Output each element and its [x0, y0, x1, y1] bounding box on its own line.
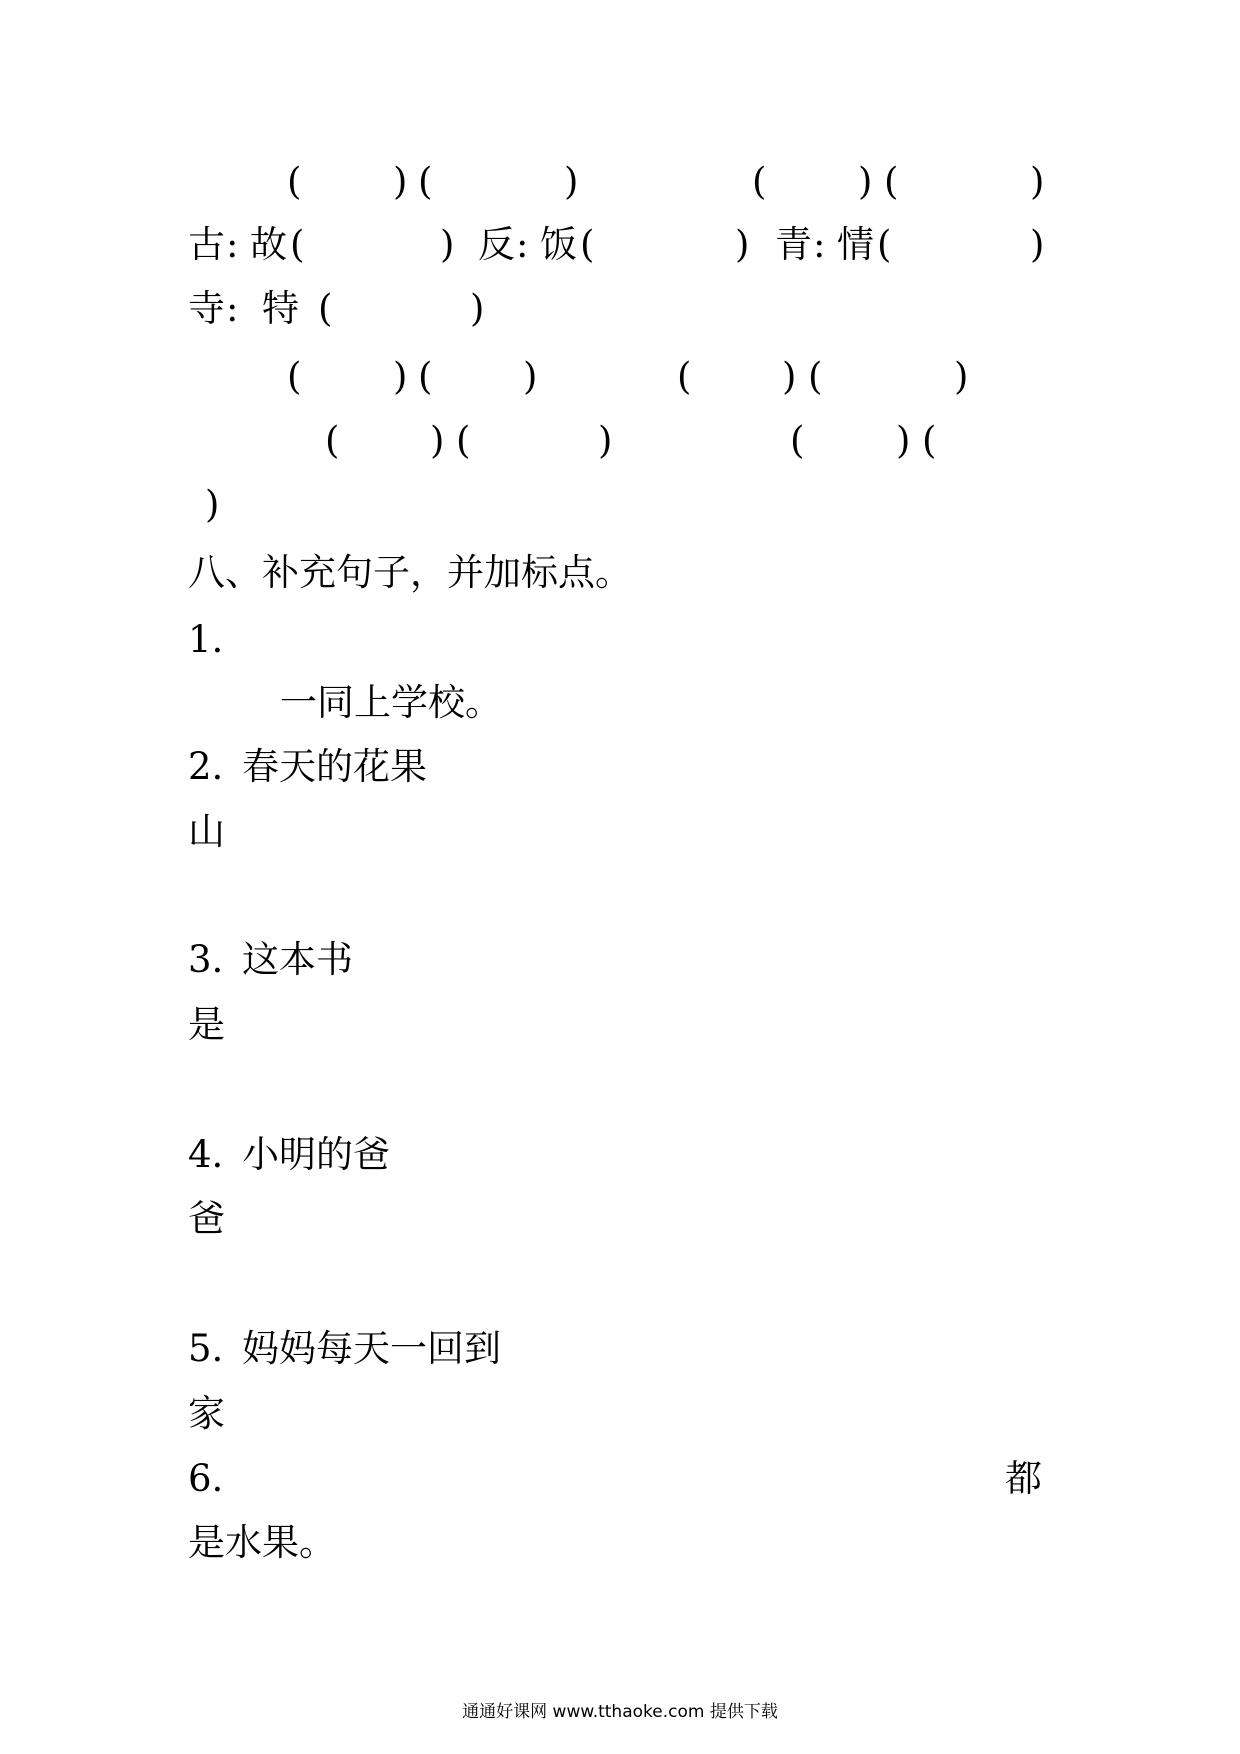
paren-close: ) — [896, 419, 911, 462]
paren-open: ( — [418, 355, 433, 398]
paren-open: ( — [418, 160, 433, 203]
radical-si: 寺 — [188, 287, 225, 330]
paren-close: ) — [782, 355, 797, 398]
colon: : — [226, 287, 239, 330]
paren-open: ( — [456, 419, 471, 462]
paren-close: ) — [735, 223, 750, 266]
paren-open: ( — [752, 160, 767, 203]
item-continuation: 家 — [188, 1392, 225, 1435]
word-te: 特 — [262, 287, 299, 330]
item-number: 2. — [188, 745, 224, 788]
paren-close: ) — [858, 160, 873, 203]
word-qing: 情 — [837, 223, 874, 266]
colon: : — [813, 223, 826, 266]
paren-open: ( — [287, 160, 302, 203]
paren-close: ) — [470, 287, 485, 330]
item-text: 妈妈每天一回到 — [242, 1327, 501, 1370]
paren-open: ( — [677, 355, 692, 398]
paren-close: ) — [1030, 160, 1045, 203]
item-text: 春天的花果 — [242, 745, 427, 788]
paren-close: ) — [598, 419, 613, 462]
item-number: 3. — [188, 938, 224, 981]
paren-close: ) — [954, 355, 969, 398]
item-text: 都 — [1005, 1457, 1042, 1500]
item-continuation: 爸 — [188, 1197, 225, 1240]
item-text: 这本书 — [242, 938, 353, 981]
paren-open: ( — [580, 223, 595, 266]
item-continuation: 是水果。 — [188, 1521, 336, 1564]
item-number: 6. — [188, 1457, 224, 1500]
paren-close: ) — [440, 223, 455, 266]
section-title: 八、补充句子，并加标点。 — [188, 551, 632, 594]
page-footer: 通通好课网 www.tthaoke.com 提供下载 — [462, 1702, 778, 1722]
paren-close: ) — [523, 355, 538, 398]
colon: : — [226, 223, 239, 266]
paren-close: ) — [393, 355, 408, 398]
paren-open: ( — [884, 160, 899, 203]
paren-close: ) — [564, 160, 579, 203]
paren-open: ( — [922, 419, 937, 462]
radical-fan: 反 — [478, 223, 515, 266]
radical-gu: 古 — [188, 223, 225, 266]
word-fan: 饭 — [540, 223, 577, 266]
item-continuation: 一同上学校。 — [280, 681, 502, 724]
item-continuation: 山 — [188, 810, 225, 853]
paren-open: ( — [790, 419, 805, 462]
paren-open: ( — [325, 419, 340, 462]
paren-close: ) — [430, 419, 445, 462]
colon: : — [516, 223, 529, 266]
item-number: 4. — [188, 1133, 224, 1176]
paren-open: ( — [287, 355, 302, 398]
paren-close: ) — [205, 483, 220, 526]
paren-open: ( — [290, 223, 305, 266]
item-number: 5. — [188, 1327, 224, 1370]
word-gu: 故 — [250, 223, 287, 266]
item-continuation: 是 — [188, 1003, 225, 1046]
paren-open: ( — [877, 223, 892, 266]
paren-close: ) — [393, 160, 408, 203]
radical-qing: 青 — [775, 223, 812, 266]
paren-open: ( — [318, 287, 333, 330]
paren-open: ( — [808, 355, 823, 398]
item-text: 小明的爸 — [242, 1133, 390, 1176]
item-number: 1. — [188, 618, 224, 661]
paren-close: ) — [1030, 223, 1045, 266]
